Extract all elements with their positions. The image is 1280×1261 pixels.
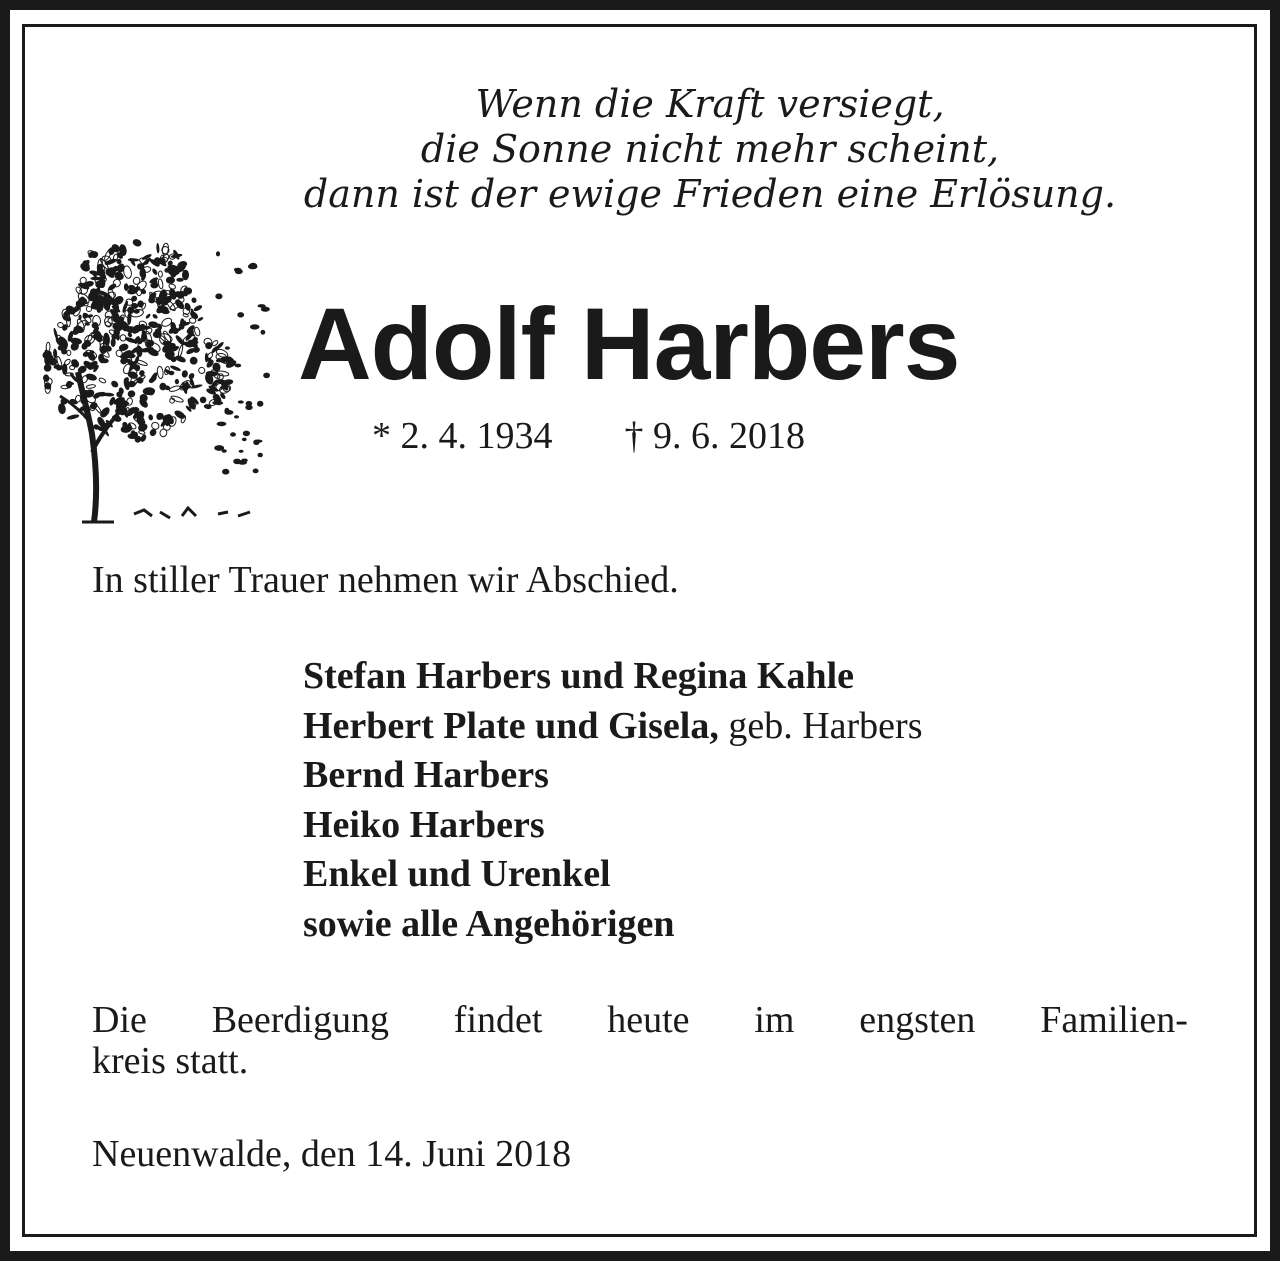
tree-leaf <box>263 373 270 379</box>
tree-leaf <box>159 383 166 391</box>
tree-leaf <box>217 373 223 380</box>
tree-leaf <box>191 297 198 304</box>
mourner-name: sowie alle Angehörigen <box>303 902 675 945</box>
funeral-word: im <box>754 999 795 1041</box>
mourner-item <box>303 801 922 851</box>
tree-leaf <box>238 400 244 403</box>
funeral-word: findet <box>453 999 543 1041</box>
tree-leaf <box>198 367 206 375</box>
tree-leaf <box>216 359 223 362</box>
tree-leaf <box>75 395 82 403</box>
funeral-word: heute <box>607 999 690 1041</box>
funeral-notice <box>92 1000 1188 1082</box>
tree-leaf <box>145 313 151 319</box>
tree-icon <box>42 222 272 532</box>
tree-leaf <box>174 334 186 347</box>
tree-leaf <box>124 283 129 291</box>
tree-leaf <box>157 366 164 379</box>
tree-leaf <box>233 459 241 465</box>
tree-leaf <box>222 449 227 453</box>
tree-leaf <box>136 376 144 384</box>
tree-leaf <box>67 350 71 355</box>
tree-leaf <box>57 403 66 415</box>
tree-leaf <box>222 469 229 475</box>
funeral-word: engsten <box>859 999 976 1041</box>
tree-leaf <box>216 251 220 256</box>
tree-leaf <box>239 450 244 453</box>
place-and-date: Neuenwalde, den 14. Juni 2018 <box>92 1133 572 1175</box>
mourners-list <box>303 652 922 949</box>
tree-leaf <box>110 379 120 388</box>
tree-leaf <box>105 321 112 327</box>
tree-leaf <box>156 243 160 254</box>
mourner-name: Heiko Harbers <box>303 803 545 846</box>
tree-leaf <box>203 404 212 410</box>
tree-leaf <box>156 413 161 420</box>
mourner-note: geb. Harbers <box>718 704 923 747</box>
tree-leaf <box>128 258 140 262</box>
tree-leaf <box>235 364 242 368</box>
tree-leaf <box>217 422 227 427</box>
birth-date: * 2. 4. 1934 <box>372 415 553 457</box>
tree-leaf <box>170 395 184 403</box>
tree-leaf <box>224 408 229 414</box>
mourner-name: Bernd Harbers <box>303 754 549 796</box>
funeral-word: Die <box>92 999 147 1041</box>
mourner-name: Enkel und Urenkel <box>303 853 611 895</box>
funeral-word: Beerdigung <box>211 999 389 1041</box>
death-date: † 9. 6. 2018 <box>624 415 805 457</box>
funeral-line-2: kreis statt. <box>92 1040 249 1082</box>
tree-leaf <box>130 295 138 303</box>
tree-leaf <box>220 386 227 389</box>
tree-leaf <box>258 453 263 458</box>
tree-leaf <box>132 276 141 285</box>
tree-leaf <box>250 324 260 329</box>
tree-leaf <box>253 469 259 474</box>
tree-leaf <box>230 432 236 436</box>
tree-leaf <box>98 377 106 384</box>
tree-leaf <box>212 401 223 405</box>
tree-leaf <box>217 379 224 383</box>
mourner-item <box>303 900 922 950</box>
tree-leaf <box>261 330 266 335</box>
intro-text: In stiller Trauer nehmen wir Abschied. <box>92 559 679 601</box>
tree-leaf <box>193 304 203 312</box>
tree-leaf <box>215 293 222 299</box>
tree-leaf <box>241 459 248 463</box>
tree-leaf <box>183 302 191 312</box>
tree-leaf <box>198 395 207 404</box>
tree-leaf <box>173 409 186 421</box>
tree-leaf <box>235 269 243 274</box>
tree-leaf <box>69 358 80 370</box>
tree-leaf <box>86 307 91 312</box>
tree-leaf <box>158 279 164 290</box>
tree-leaf <box>188 372 196 380</box>
tree-leaf <box>86 384 96 389</box>
tree-leaf <box>181 370 188 378</box>
motto-line-2: die Sonne nicht mehr scheint, <box>420 127 1000 171</box>
motto-line-3: dann ist der ewige Frieden eine Erlösung. <box>303 172 1117 216</box>
tree-leaf <box>137 300 144 308</box>
deceased-name: Adolf Harbers <box>298 287 960 401</box>
tree-leaf <box>242 438 247 442</box>
life-dates <box>372 412 805 460</box>
tree-leaf <box>66 414 79 421</box>
tree-leaf <box>243 431 250 437</box>
tree-leaf <box>61 323 68 331</box>
motto <box>200 82 1220 217</box>
funeral-word: Familien- <box>1040 999 1188 1041</box>
tree-leaf <box>249 263 257 268</box>
tree-leaf <box>151 268 158 276</box>
mourner-name: Herbert Plate und Gisela, <box>303 704 719 747</box>
funeral-line-1 <box>92 1000 1188 1041</box>
tree-leaf <box>246 401 253 406</box>
tree-leaf <box>188 355 199 366</box>
tree-leaf <box>237 312 244 317</box>
tree-leaf <box>255 440 263 443</box>
mourner-item <box>303 751 922 801</box>
mourner-name: Stefan Harbers und Regina Kahle <box>303 655 855 697</box>
tree-leaf <box>182 270 189 281</box>
tree-leaf <box>150 421 160 430</box>
tree-leaf <box>158 271 162 277</box>
tree-leaf <box>166 276 175 284</box>
tree-leaf <box>127 390 136 399</box>
tree-leaf <box>257 401 263 407</box>
tree-leaf <box>175 379 179 384</box>
tree-leaf <box>152 313 159 319</box>
tree-leaf <box>225 346 230 349</box>
tree-leaf <box>169 385 181 393</box>
motto-line-1: Wenn die Kraft versiegt, <box>475 82 945 126</box>
mourner-item <box>303 652 922 702</box>
mourner-item <box>303 702 922 752</box>
tree-leaf <box>225 359 234 362</box>
tree-leaf <box>148 414 154 421</box>
tree-leaf <box>234 415 239 418</box>
mourner-item <box>303 850 922 900</box>
tree-leaf <box>132 238 143 248</box>
tree-leaf <box>261 307 270 312</box>
tree-leaf <box>176 278 183 282</box>
